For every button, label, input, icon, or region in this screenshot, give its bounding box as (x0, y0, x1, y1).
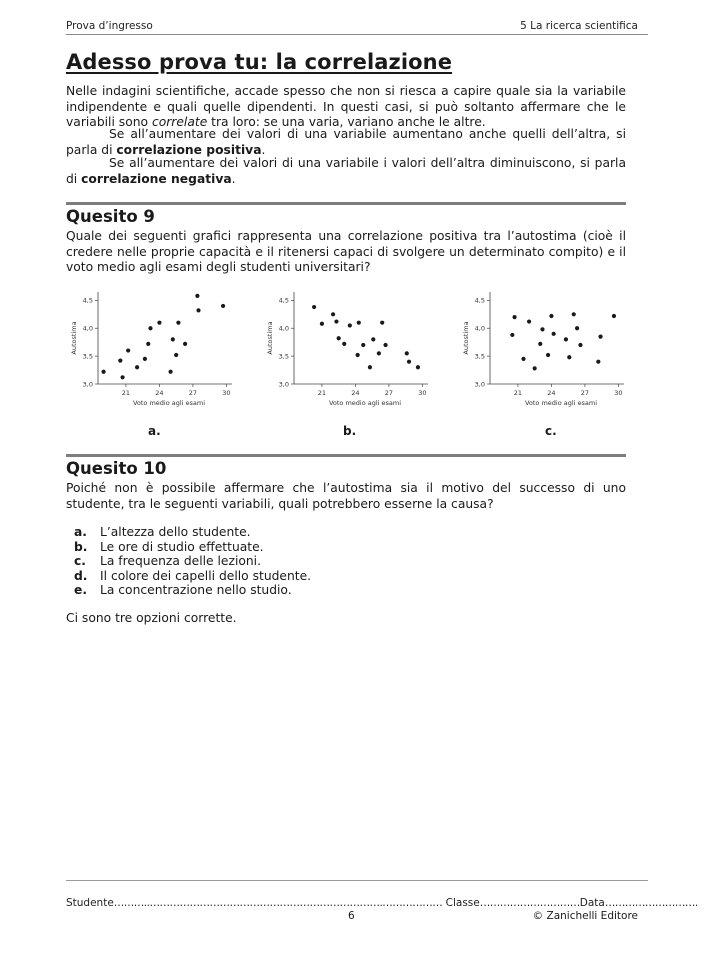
data-point (176, 321, 180, 325)
intro-p1-start: Nelle indagini scientifiche, accade spesso che non si riesca a capire quale sia la variabile indipendente e quali quelle dipendenti. In questi casi, si può soltanto affermare che le variabili sono (66, 84, 626, 129)
header-left: Prova d’ingresso (66, 20, 153, 32)
q10-options (74, 525, 311, 598)
q10-heading: Quesito 10 (66, 459, 167, 478)
data-point (101, 370, 105, 374)
y-tick-label: 3,0 (474, 380, 485, 389)
option-letter: b. (74, 539, 88, 554)
y-axis-title: Autostima (462, 321, 470, 355)
x-tick-label: 27 (188, 389, 198, 397)
data-point (356, 353, 360, 357)
y-tick-label: 3,0 (278, 380, 289, 389)
option-b[interactable] (74, 540, 311, 555)
section-divider-q9 (66, 202, 626, 205)
y-axis-title: Autostima (70, 321, 78, 355)
studente-field[interactable]: ………..…………………………………………………………….……………… (113, 897, 443, 909)
q10-text: Poiché non è possibile affermare che l’autostima sia il motivo del successo di uno studente, tra le seguenti variabili, quali potrebbero esserne la causa? (66, 481, 626, 511)
x-tick-label: 30 (614, 389, 623, 397)
option-a[interactable] (74, 525, 311, 540)
data-point (118, 358, 122, 362)
data-point (527, 319, 531, 323)
y-tick-label: 3,0 (82, 380, 93, 389)
intro-paragraph-1 (66, 84, 626, 131)
data-point (578, 343, 582, 347)
chart-b-caption: b. (343, 424, 357, 438)
data-point (120, 375, 124, 379)
classe-field[interactable]: ………………………… (479, 897, 580, 909)
option-c[interactable] (74, 554, 311, 569)
option-d[interactable] (74, 569, 311, 584)
intro-p3-start: Se all’aumentare dei valori di una variabile i valori dell’altra diminuiscono, si parla di (66, 156, 626, 186)
data-point (146, 342, 150, 346)
x-axis-title: Voto medio agli esami (524, 399, 598, 407)
option-letter: e. (74, 583, 88, 597)
data-point (552, 332, 556, 336)
data-point (510, 333, 514, 337)
x-tick-label: 21 (513, 389, 523, 397)
chart-a-svg (66, 286, 246, 416)
footer-fields (66, 897, 698, 909)
intro-paragraph-3 (66, 156, 626, 187)
data-point (174, 353, 178, 357)
x-tick-label: 27 (580, 389, 590, 397)
data-point (383, 343, 387, 347)
q10-note: Ci sono tre opzioni corrette. (66, 611, 237, 625)
data-field[interactable]: ………………………. (604, 897, 698, 909)
data-point (416, 365, 420, 369)
page-number: 6 (348, 910, 355, 922)
x-axis-title: Voto medio agli esami (328, 399, 402, 407)
page-title: Adesso prova tu: la correlazione (66, 50, 453, 74)
data-point (405, 351, 409, 355)
data-point (512, 315, 516, 319)
y-tick-label: 4,0 (474, 324, 485, 333)
data-point (196, 308, 200, 312)
option-text: L’altezza dello studente. (100, 525, 251, 539)
y-tick-label: 4,5 (278, 296, 289, 305)
y-tick-label: 3,5 (474, 352, 485, 361)
q9-text: Quale dei seguenti grafici rappresenta una correlazione positiva tra l’autostima (cioè il credere nelle proprie capacità e il ritenersi capaci di svolgere un determinato compito) e il voto medio agli esami degli studenti universitari? (66, 229, 626, 274)
data-point (348, 323, 352, 327)
intro-p2-end: . (261, 142, 266, 157)
y-axis-title: Autostima (266, 321, 274, 355)
data-point (331, 312, 335, 316)
option-text: Le ore di studio effettuate. (100, 539, 264, 554)
section-divider-q10 (66, 454, 626, 457)
data-point (148, 326, 152, 330)
data-point (357, 321, 361, 325)
intro-paragraph-2 (66, 127, 626, 158)
data-point (368, 365, 372, 369)
publisher: © Zanichelli Editore (532, 910, 638, 922)
data-point (572, 312, 576, 316)
data-point (320, 322, 324, 326)
x-tick-label: 24 (547, 389, 556, 397)
header-right: 5 La ricerca scientifica (520, 20, 638, 32)
chart-a-caption: a. (148, 424, 161, 438)
data-point (171, 337, 175, 341)
header-divider (66, 34, 648, 35)
intro-p2-start: Se all’aumentare dei valori di una variabile aumentano anche quelli dell’altra, si parla di (66, 127, 626, 157)
intro-p1-italic: correlate (151, 115, 208, 129)
data-point (546, 353, 550, 357)
data-point (342, 342, 346, 346)
studente-label: Studente (66, 897, 114, 909)
data-label: Data (579, 897, 605, 909)
data-point (371, 337, 375, 341)
data-point (549, 314, 553, 318)
data-point (567, 355, 571, 359)
chart-c-svg (458, 286, 638, 416)
data-point (598, 335, 602, 339)
data-point (564, 337, 568, 341)
x-tick-label: 24 (155, 389, 164, 397)
data-point (221, 304, 225, 308)
chart-c (458, 286, 638, 420)
footer-divider (66, 880, 648, 881)
option-letter: a. (74, 525, 87, 539)
data-point (540, 327, 544, 331)
x-tick-label: 21 (121, 389, 131, 397)
data-point (377, 351, 381, 355)
data-point (361, 343, 365, 347)
data-point (337, 336, 341, 340)
option-e[interactable] (74, 583, 311, 598)
option-letter: c. (74, 554, 86, 568)
y-tick-label: 4,5 (82, 296, 93, 305)
chart-b (262, 286, 442, 420)
intro-p2-bold: correlazione positiva (116, 142, 262, 157)
option-letter: d. (74, 568, 88, 583)
intro-p1-end: tra loro: se una varia, variano anche le altre. (207, 115, 486, 129)
data-point (183, 342, 187, 346)
x-axis-title: Voto medio agli esami (132, 399, 206, 407)
data-point (195, 294, 199, 298)
data-point (533, 366, 537, 370)
data-point (135, 365, 139, 369)
data-point (312, 305, 316, 309)
data-point (157, 321, 161, 325)
data-point (575, 326, 579, 330)
x-tick-label: 24 (351, 389, 360, 397)
q9-heading: Quesito 9 (66, 207, 155, 226)
option-text: La concentrazione nello studio. (100, 583, 292, 597)
option-text: Il colore dei capelli dello studente. (100, 568, 312, 583)
y-tick-label: 3,5 (278, 352, 289, 361)
chart-b-svg (262, 286, 442, 416)
data-point (612, 314, 616, 318)
data-point (538, 342, 542, 346)
data-point (407, 360, 411, 364)
y-tick-label: 4,5 (474, 296, 485, 305)
classe-label: Classe (445, 897, 480, 909)
x-tick-label: 30 (222, 389, 231, 397)
chart-c-caption: c. (545, 424, 557, 438)
x-tick-label: 27 (384, 389, 394, 397)
option-text: La frequenza delle lezioni. (100, 554, 262, 568)
data-point (380, 321, 384, 325)
intro-p3-bold: correlazione negativa (81, 171, 232, 186)
data-point (521, 357, 525, 361)
data-point (334, 319, 338, 323)
data-point (143, 357, 147, 361)
x-tick-label: 30 (418, 389, 427, 397)
intro-p3-end: . (231, 171, 236, 186)
y-tick-label: 4,0 (278, 324, 289, 333)
y-tick-label: 4,0 (82, 324, 93, 333)
x-tick-label: 21 (317, 389, 327, 397)
data-point (596, 360, 600, 364)
y-tick-label: 3,5 (82, 352, 93, 361)
data-point (126, 348, 130, 352)
chart-a (66, 286, 246, 420)
data-point (168, 370, 172, 374)
